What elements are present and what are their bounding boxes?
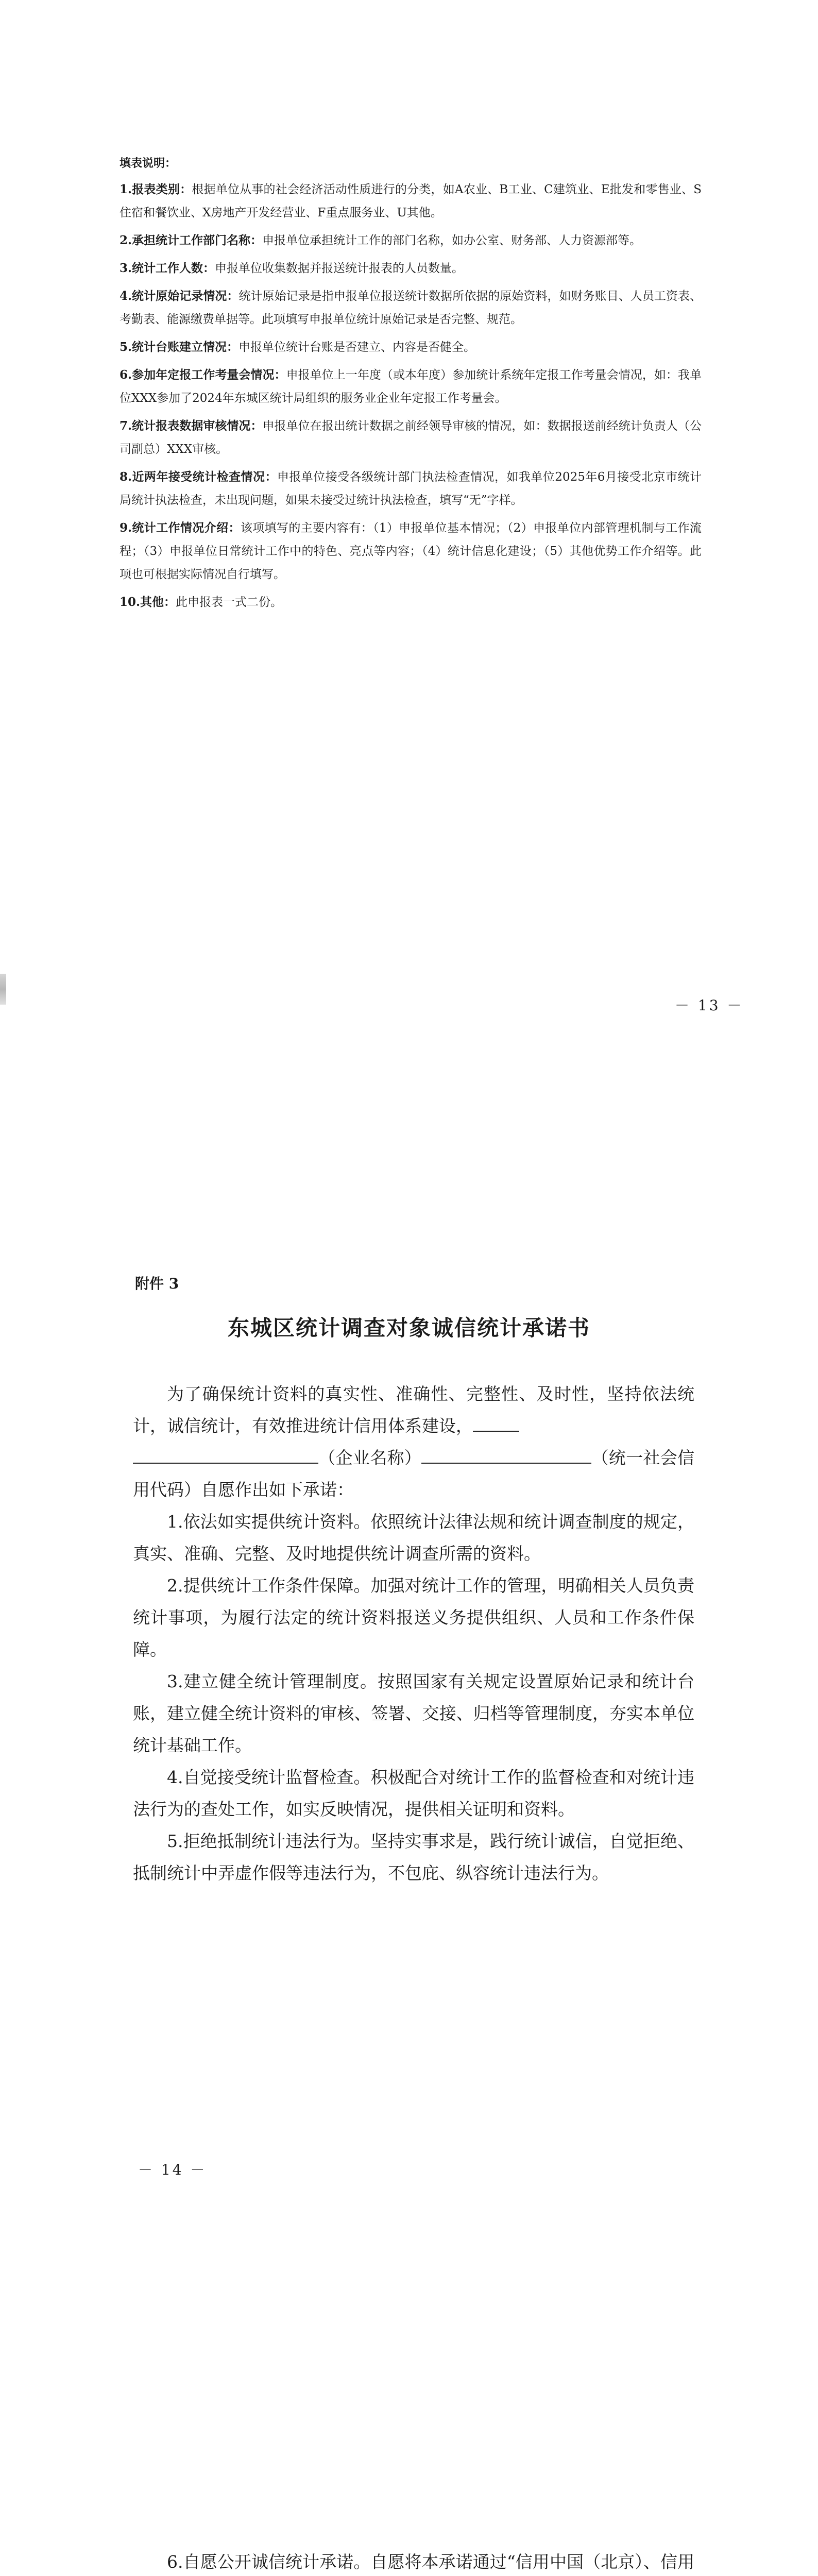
- instruction-label: 6.参加年定报工作考量会情况：: [120, 368, 286, 382]
- instruction-label: 10.其他：: [120, 595, 176, 609]
- instruction-item: [120, 229, 702, 252]
- credit-code-blank: [421, 1447, 591, 1464]
- instruction-label: 2.承担统计工作部门名称：: [120, 233, 263, 247]
- instruction-label: 5.统计台账建立情况：: [120, 340, 239, 354]
- instruction-text: 申报单位承担统计工作的部门名称，如办公室、财务部、人力资源部等。: [262, 234, 642, 247]
- instruction-item: [120, 284, 702, 331]
- instruction-text: 申报单位接受各级统计部门执法检查情况，如我单位2025年6月接受北京市统计局统计执法检查，未出现问题，如果未接受过统计执法检查，填写“无”字样。: [120, 470, 702, 507]
- company-name-placeholder: （企业名称）: [318, 1448, 422, 1468]
- page-number: － 13 －: [675, 997, 744, 1014]
- instruction-item: [120, 257, 702, 280]
- instructions-title: 填表说明：: [120, 157, 177, 170]
- instruction-label: 4.统计原始记录情况：: [120, 289, 239, 303]
- pledge-clause: 5.拒绝抵制统计违法行为。坚持实事求是，践行统计诚信，自觉拒绝、抵制统计中弄虚作假等违法行为，不包庇、纵容统计违法行为。: [133, 1831, 694, 1883]
- scan-edge: [0, 974, 6, 1005]
- page-number: － 14 －: [138, 2161, 207, 2178]
- pledge-continued: [133, 2546, 694, 2576]
- document-title: 东城区统计调查对象诚信统计承诺书: [227, 1315, 590, 1341]
- instruction-label: 1.报表类别：: [120, 182, 192, 196]
- instruction-label: 7.统计报表数据审核情况：: [120, 419, 263, 433]
- instruction-text: 申报单位统计台账是否建立、内容是否健全。: [238, 341, 476, 354]
- instruction-label: 3.统计工作人数：: [120, 261, 215, 275]
- instruction-text: 申报单位上一年度（或本年度）参加统计系统年定报工作考量会情况，如：我单位XXX参加了2024年东城区统计局组织的服务业企业年定报工作考量会。: [120, 368, 702, 405]
- instruction-item: [120, 178, 702, 225]
- instruction-text: 统计原始记录是指申报单位报送统计数据所依据的原始资料，如财务账目、人员工资表、考勤表、能源缴费单据等。此项填写申报单位统计原始记录是否完整、规范。: [120, 290, 702, 326]
- pledge-intro: [133, 1378, 694, 1506]
- pledge-intro-text: 为了确保统计资料的真实性、准确性、完整性、及时性，坚持依法统计，诚信统计，有效推进统计信用体系建设，: [133, 1384, 694, 1436]
- instruction-text: 申报单位在报出统计数据之前经领导审核的情况，如：数据报送前经统计负责人（公司副总）XXX审核。: [120, 419, 702, 456]
- instruction-label: 8.近两年接受统计检查情况：: [120, 470, 277, 484]
- pledge-clause: 2.提供统计工作条件保障。加强对统计工作的管理，明确相关人员负责统计事项，为履行法定的统计资料报送义务提供组织、人员和工作条件保障。: [133, 1575, 694, 1659]
- instruction-text: 申报单位收集数据并报送统计报表的人员数量。: [215, 262, 464, 275]
- instruction-item: [120, 363, 702, 410]
- company-name-blank: [473, 1415, 519, 1432]
- page-13: [0, 0, 818, 1156]
- pledge-clause: 3.建立健全统计管理制度。按照国家有关规定设置原始记录和统计台账，建立健全统计资料的审核、签署、交接、归档等管理制度，夯实本单位统计基础工作。: [133, 1671, 694, 1755]
- credit-code-placeholder: （统一社会信用代码）自愿作出如下承诺：: [133, 1448, 695, 1500]
- pledge-clause: 1.依法如实提供统计资料。依照统计法律法规和统计调查制度的规定，真实、准确、完整、及时地提供统计调查所需的资料。: [133, 1512, 694, 1564]
- instruction-text: 根据单位从事的社会经济活动性质进行的分类，如A农业、B工业、C建筑业、E批发和零售业、S住宿和餐饮业、X房地产开发经营业、F重点服务业、U其他。: [120, 183, 702, 219]
- page-15: [0, 2312, 818, 2576]
- pledge-clause: 6.自愿公开诚信统计承诺。自愿将本承诺通过“信用中国（北京）、信用: [167, 2552, 694, 2572]
- instruction-label: 9.统计工作情况介绍：: [120, 521, 241, 535]
- pledge-clause: 4.自觉接受统计监督检查。积极配合对统计工作的监督检查和对统计违法行为的查处工作，如实反映情况，提供相关证明和资料。: [133, 1767, 694, 1819]
- instruction-text: 此申报表一式二份。: [176, 596, 283, 609]
- instructions-section: [120, 155, 702, 618]
- instruction-item: [120, 414, 702, 461]
- instruction-item: [120, 335, 702, 359]
- instruction-item: [120, 465, 702, 512]
- instruction-text: 该项填写的主要内容有：（1）申报单位基本情况；（2）申报单位内部管理机制与工作流程；（3）申报单位日常统计工作中的特色、亮点等内容；（4）统计信息化建设；（5）其他优势工作介绍等。此项也可根据实际情况自行填写。: [120, 521, 702, 581]
- attachment-label: 附件 3: [135, 1275, 179, 1292]
- company-name-blank-2: [133, 1447, 318, 1464]
- instruction-item: [120, 590, 702, 614]
- instruction-item: [120, 516, 702, 586]
- pledge-body: [133, 1378, 694, 1889]
